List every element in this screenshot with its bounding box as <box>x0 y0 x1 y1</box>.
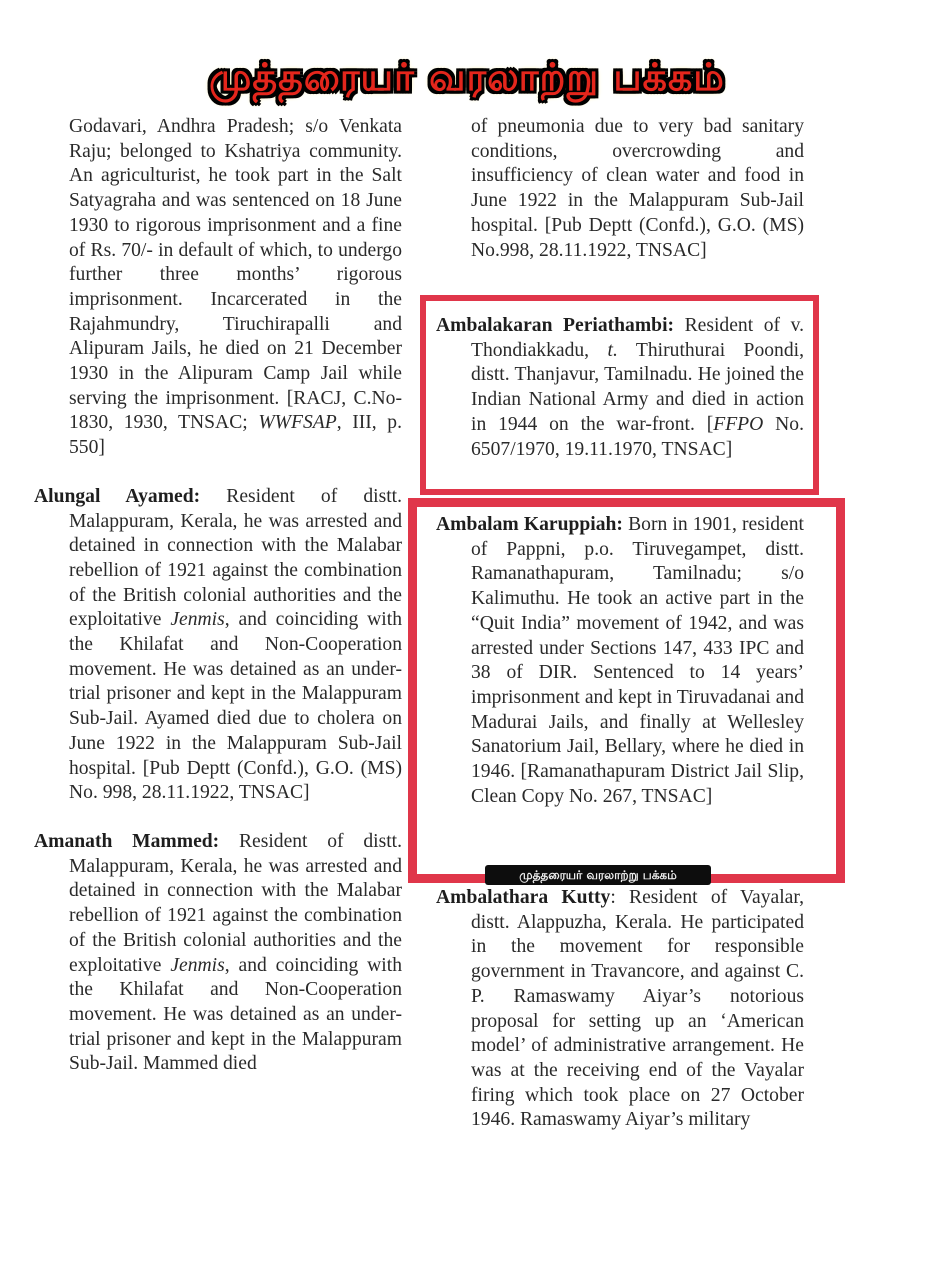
left-continuation: Godavari, Andhra Pradesh; s/o Venkata Raju; belonged to Kshatriya community. An agriculturist, he took part in the Salt Satyagraha and was sentenced on 18 June 1930 to rigorous imprisonment and a fine of Rs. 70/- in default of which, to undergo further three months’ rigorous imprisonment. Incarcerated in the Rajahmundry, Tiruchirapalli and Alipuram Jails, he died on 21 December 1930 in the Alipuram Camp Jail while serving the imprisonment. [RACJ, C.No-1830, 1930, TNSAC; WWFSAP, III, p. 550] <box>69 116 402 459</box>
entry-ambalakaran-periathambi: Ambalakaran Periathambi: Resident of v. Thondiakkadu, t. Thiruthurai Poondi, distt. Thanjavur, Tamilnadu. He joined the Indian National Army and died in action in 1944 on the war-front. [FFPO No. 6507/1970, 19.11.1970, TNSAC] <box>436 315 804 460</box>
entry-ambalathara-kutty: Ambalathara Kutty: Resident of Vayalar, distt. Alappuzha, Kerala. He participated in the movement for responsible government in Travancore, and against C. P. Ramaswamy Aiyar’s notorious proposal for setting up an ‘American model’ of administrative arrangement. He was at the receiving end of the Vayalar firing which took place on 27 October 1946. Ramaswamy Aiyar’s military <box>436 887 804 1131</box>
entry-amanath-mammed: Amanath Mammed: Resident of distt. Malappuram, Kerala, he was arrested and detained in connection with the Malabar rebellion of 1921 against the combination of the British colonial authorities and the exploitative Jenmis, and coinciding with the Khilafat and Non-Cooperation movement. He was detained as an under-trial prisoner and kept in the Malappuram Sub-Jail. Mammed died <box>34 830 402 1075</box>
entry-alungal-ayamed: Alungal Ayamed: Resident of distt. Malappuram, Kerala, he was arrested and detained in connection with the Malabar rebellion of 1921 against the combination of the British colonial authorities and the exploitative Jenmis, and coinciding with the Khilafat and Non-Cooperation movement. He was detained as an under-trial prisoner and kept in the Malappuram Sub-Jail. Ayamed died due to cholera on June 1922 in the Malappuram Sub-Jail hospital. [Pub Deptt (Confd.), G.O. (MS) No. 998, 28.11.1922, TNSAC] <box>34 485 402 804</box>
entry-name: Amanath Mammed: <box>34 830 220 852</box>
entry-name: Ambalathara Kutty <box>436 887 611 908</box>
right-continuation: of pneumonia due to very bad sanitary conditions, overcrowding and insufficiency of clean water and food in June 1922 in the Malappuram Sub-Jail hospital. [Pub Deptt (Confd.), G.O. (MS) No.998, 28.11.1922, TNSAC] <box>471 116 804 261</box>
left-column <box>34 115 402 1077</box>
entry-name: Ambalam Karuppiah: <box>436 514 623 535</box>
entry-name: Ambalakaran Periathambi: <box>436 315 675 336</box>
entry-name: Alungal Ayamed: <box>34 485 201 507</box>
watermark-stamp: முத்தரையர் வரலாற்று பக்கம் <box>485 865 711 885</box>
banner-title: முத்தரையர் வரலாற்று பக்கம் <box>209 55 725 99</box>
channel-banner <box>0 46 934 108</box>
entry-ambalam-karuppiah: Ambalam Karuppiah: Born in 1901, resident of Pappni, p.o. Tiruvegampet, distt. Ramanathapuram, Tamilnadu; s/o Kalimuthu. He took an active part in the “Quit India” movement of 1942, and was arrested under Sections 147, 433 IPC and 38 of DIR. Sentenced to 14 years’ imprisonment and kept in Tiruvadanai and Madurai Jails, and finally at Wellesley Sanatorium Jail, Bellary, where he died in 1946. [Ramanathapuram District Jail Slip, Clean Copy No. 267, TNSAC] <box>436 514 804 807</box>
